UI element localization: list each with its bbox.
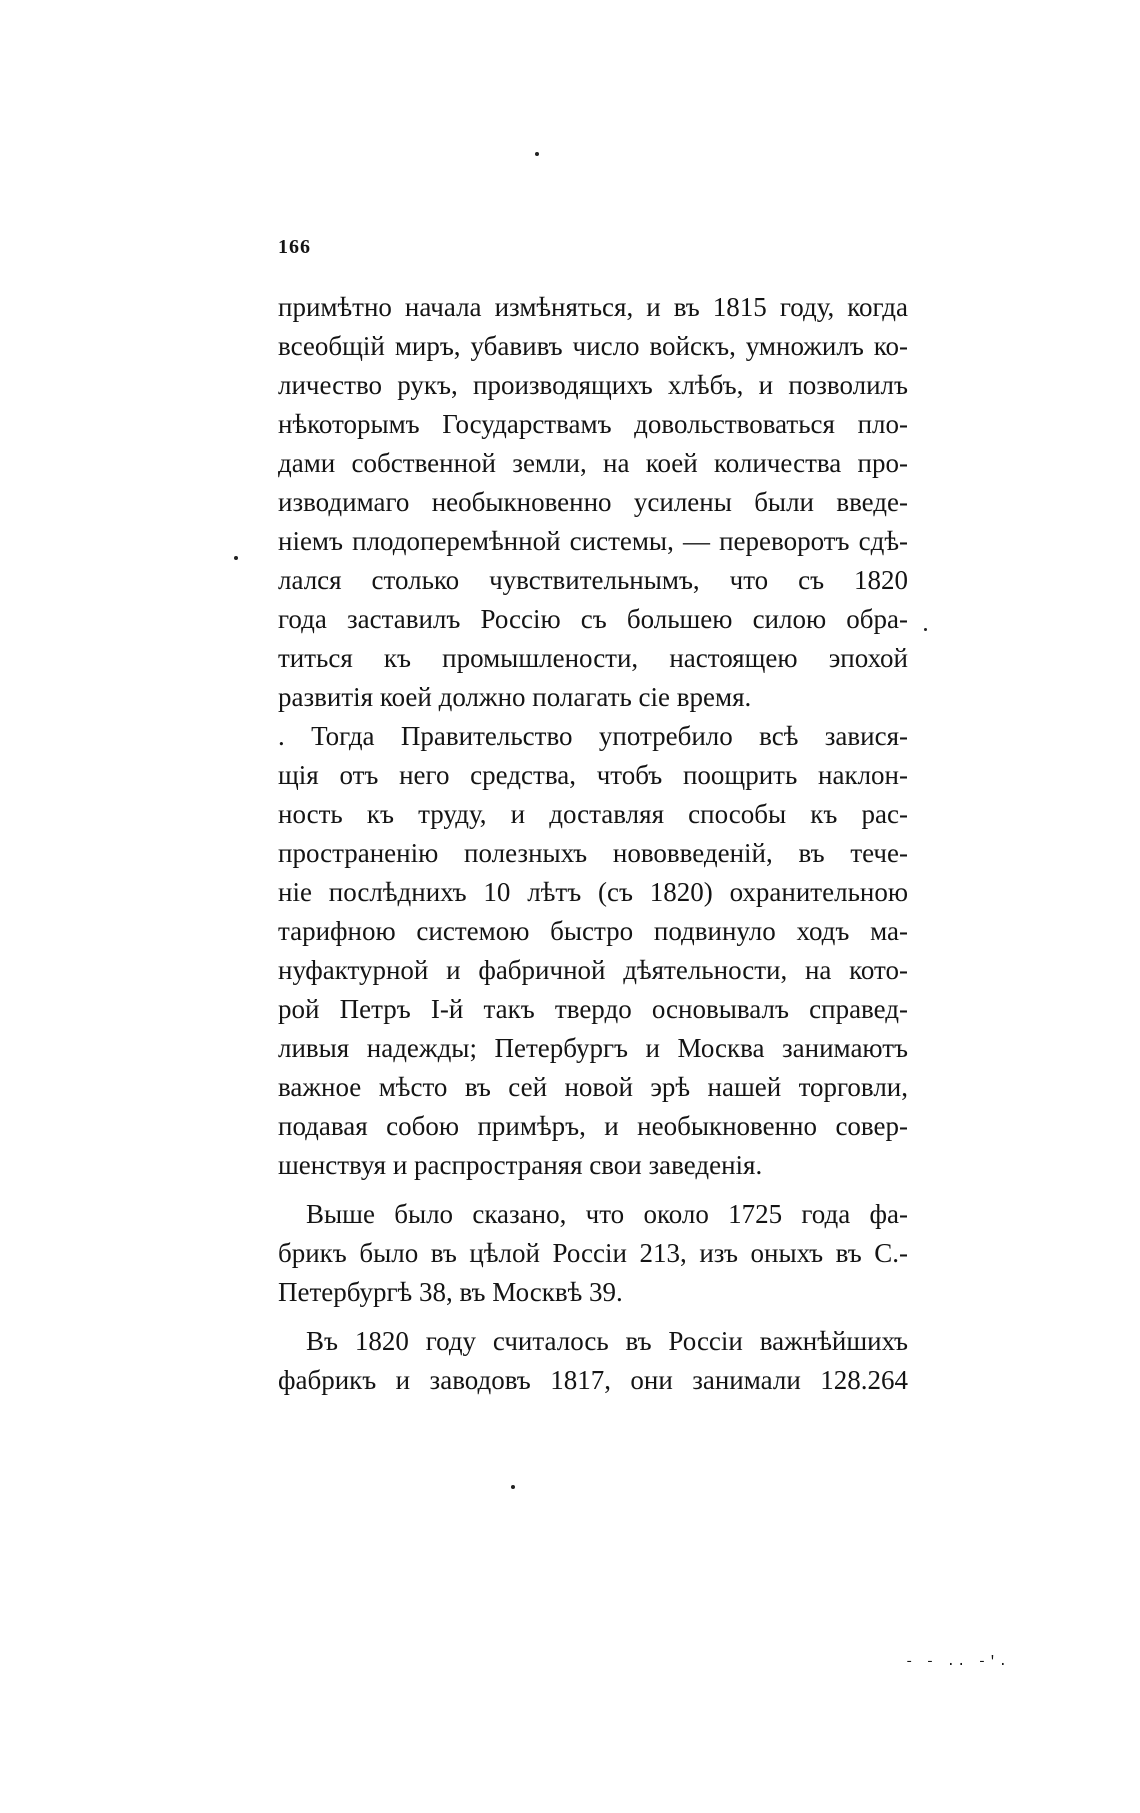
text-line: всеобщій миръ, убавивъ число войскъ, умножилъ ко- [278, 331, 908, 361]
page-number: 166 [278, 236, 311, 258]
text-line: года заставилъ Россію съ большею силою обра- [278, 604, 908, 634]
text-line: ность къ труду, и доставляя способы къ рас- [278, 799, 908, 829]
text-line: пространенію полезныхъ нововведеній, въ тече- [278, 838, 908, 868]
text-line: Выше было сказано, что около 1725 года фа- [306, 1199, 908, 1229]
text-line: щія отъ него средства, чтобъ поощрить наклон- [278, 760, 908, 790]
text-line: титься къ промышлености, настоящею эпохой [278, 643, 908, 673]
text-line: Петербургѣ 38, въ Москвѣ 39. [278, 1277, 623, 1307]
text-line: лался столько чувствительнымъ, что съ 1820 [278, 565, 908, 595]
text-line: Въ 1820 году считалось въ Россіи важнѣйшихъ [306, 1326, 908, 1356]
text-line: развитія коей должно полагать сіе время. [278, 682, 752, 712]
text-line: ніе послѣднихъ 10 лѣтъ (съ 1820) охранительною [278, 877, 908, 907]
text-line: подавая собою примѣръ, и необыкновенно совер- [278, 1111, 908, 1141]
scan-marks: - - .. -'. [905, 1654, 1010, 1670]
paragraph [278, 1322, 908, 1400]
text-line: нуфактурной и фабричной дѣятельности, на кото- [278, 955, 908, 985]
paragraph [278, 1195, 908, 1312]
text-line: ливыя надежды; Петербургъ и Москва занимаютъ [278, 1033, 908, 1063]
paragraph [278, 717, 908, 1185]
text-line: изводимаго необыкновенно усилены были введе- [278, 487, 908, 517]
text-line: шенствуя и распространяя свои заведенія. [278, 1150, 763, 1180]
text-line: важное мѣсто въ сей новой эрѣ нашей торговли, [278, 1072, 908, 1102]
scan-speck [535, 152, 539, 156]
text-line: личество рукъ, производящихъ хлѣбъ, и позволилъ [278, 370, 908, 400]
text-line: нѣкоторымъ Государствамъ довольствоваться пло- [278, 409, 908, 439]
body-text [278, 288, 908, 1400]
paragraph [278, 288, 908, 717]
text-line: дами собственной земли, на коей количества про- [278, 448, 908, 478]
text-line: рой Петръ I-й такъ твердо основывалъ справед- [278, 994, 908, 1024]
text-line: фабрикъ и заводовъ 1817, они занимали 128.264 [278, 1365, 908, 1395]
scan-speck [234, 556, 238, 560]
text-line: брикъ было въ цѣлой Россіи 213, изъ оныхъ въ С.- [278, 1238, 908, 1268]
text-line: тарифною системою быстро подвинуло ходъ ма- [278, 916, 908, 946]
text-line: ніемъ плодоперемѣнной системы, — переворотъ сдѣ- [278, 526, 908, 556]
text-line: примѣтно начала измѣняться, и въ 1815 году, когда [278, 292, 908, 322]
scan-speck [924, 628, 927, 631]
text-line: . Тогда Правительство употребило всѣ завися- [278, 721, 908, 751]
scan-speck [511, 1485, 515, 1489]
